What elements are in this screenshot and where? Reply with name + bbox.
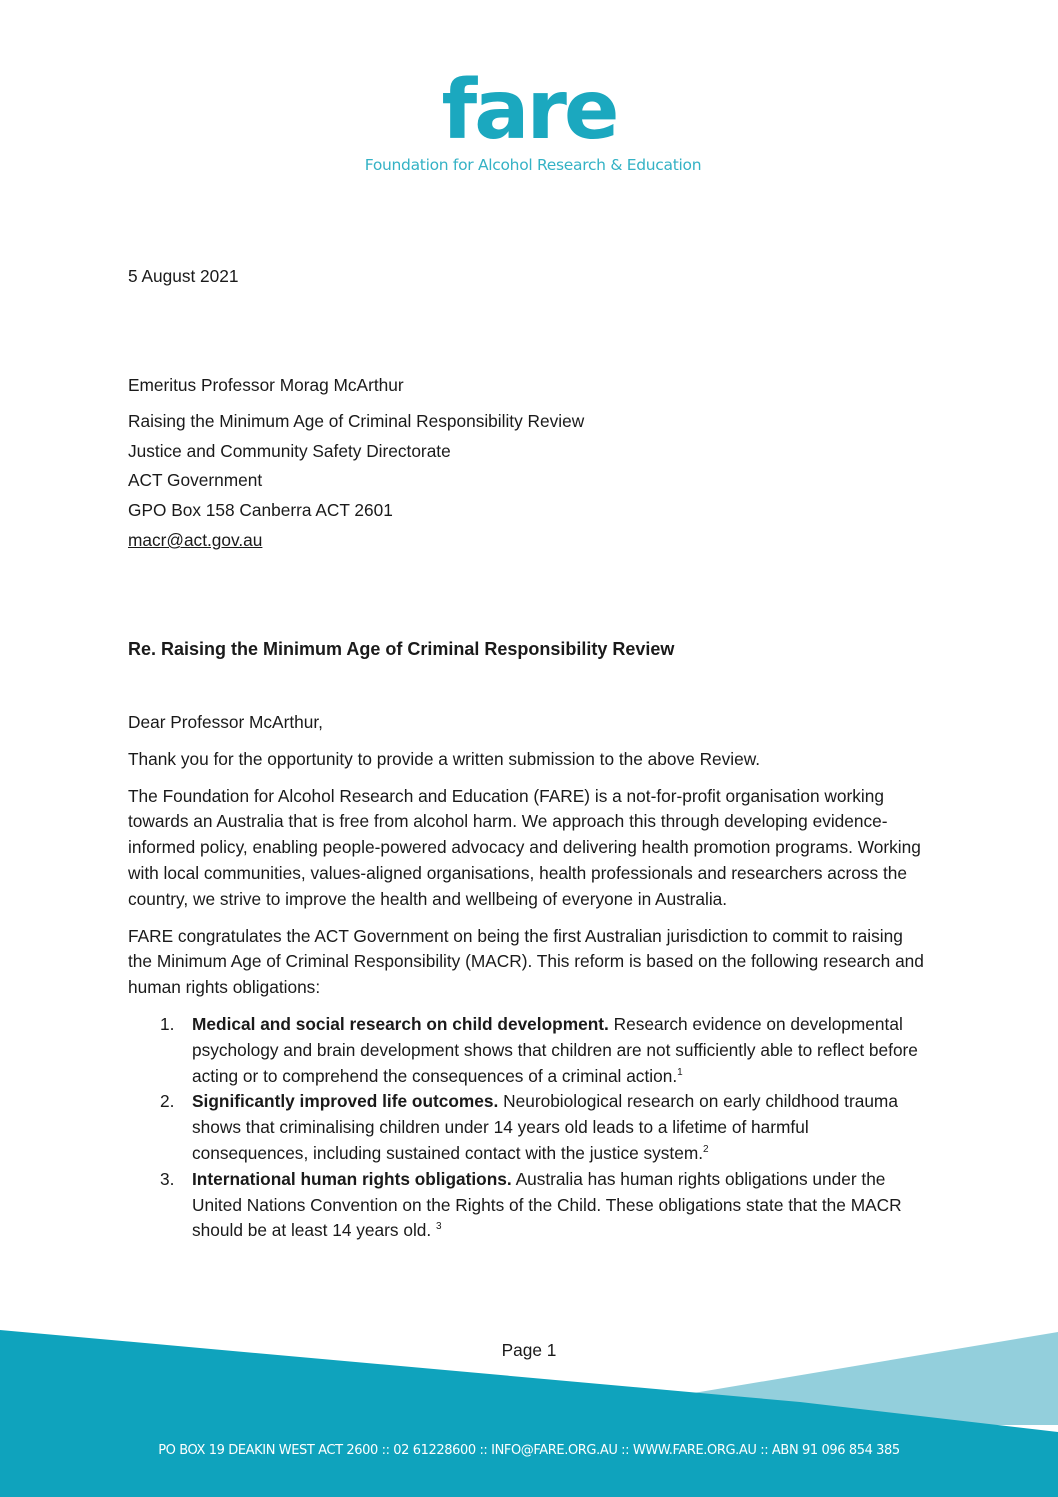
letter-heading: Re. Raising the Minimum Age of Criminal Responsibility Review — [128, 639, 675, 659]
fare-logo — [0, 63, 1058, 174]
list-number: 2. — [160, 1091, 175, 1112]
list-item-text: Australia has human rights obligations under the United Nations Convention on the Rights of the Child. These obligations state that the MACR should be at least 14 years old. — [192, 1168, 902, 1241]
address-line: Justice and Community Safety Directorate — [128, 440, 451, 461]
recipient-name: Emeritus Professor Morag McArthur — [128, 375, 404, 395]
address-line: GPO Box 158 Canberra ACT 2601 — [128, 500, 393, 521]
recipient-address — [128, 373, 928, 554]
list-number: 1. — [160, 1013, 175, 1034]
logo-wordmark: fare — [441, 63, 617, 158]
footnote-ref[interactable]: 3 — [436, 1221, 442, 1233]
list-item — [128, 1167, 928, 1244]
recipient-email-link[interactable]: macr@act.gov.au — [128, 529, 263, 550]
salutation: Dear Professor McArthur, — [128, 712, 323, 732]
obligations-list — [128, 1012, 928, 1244]
list-number: 3. — [160, 1168, 175, 1189]
logo-subtitle: Foundation for Alcohol Research & Education — [364, 156, 702, 174]
footnote-ref[interactable]: 1 — [677, 1066, 683, 1078]
list-item — [128, 1089, 928, 1166]
list-item-title: Medical and social research on child development. — [192, 1013, 609, 1034]
list-item — [128, 1012, 928, 1089]
footnote-ref[interactable]: 2 — [703, 1143, 709, 1155]
body-paragraph: Thank you for the opportunity to provide a written submission to the above Review. — [128, 748, 761, 769]
letter-date: 5 August 2021 — [128, 266, 239, 286]
footer-contact: PO BOX 19 DEAKIN WEST ACT 2600 :: 02 61228600 :: INFO@FARE.ORG.AU :: WWW.FARE.ORG.AU :: ABN 91 096 854 385 — [158, 1443, 900, 1458]
address-line: ACT Government — [128, 470, 263, 491]
list-item-title: International human rights obligations. — [192, 1168, 512, 1189]
list-item-text: Neurobiological research on early childhood trauma shows that criminalising children under 14 years old leads to a lifetime of harmful consequences, including sustained contact with the justice system. — [192, 1091, 898, 1163]
page-number: Page 1 — [501, 1340, 557, 1360]
body-paragraph: The Foundation for Alcohol Research and Education (FARE) is a not-for-profit organisation working towards an Australia that is free from alcohol harm. We approach this through developing evidence-informed policy, enabling people-powered advocacy and delivering health promotion programs. Working with local communities, values-aligned organisations, health professionals and researchers across the country, we strive to improve the health and wellbeing of everyone in Australia. — [128, 785, 921, 909]
list-item-text: Research evidence on developmental psychology and brain development shows that children are not sufficiently able to reflect before acting or to comprehend the consequences of a criminal action. — [192, 1013, 918, 1086]
list-item-title: Significantly improved life outcomes. — [192, 1091, 499, 1112]
letter-body — [128, 710, 928, 1244]
address-line: Raising the Minimum Age of Criminal Responsibility Review — [128, 410, 585, 431]
body-paragraph: FARE congratulates the ACT Government on being the first Australian jurisdiction to commit to raising the Minimum Age of Criminal Responsibility (MACR). This reform is based on the following research and human rights obligations: — [128, 925, 924, 998]
